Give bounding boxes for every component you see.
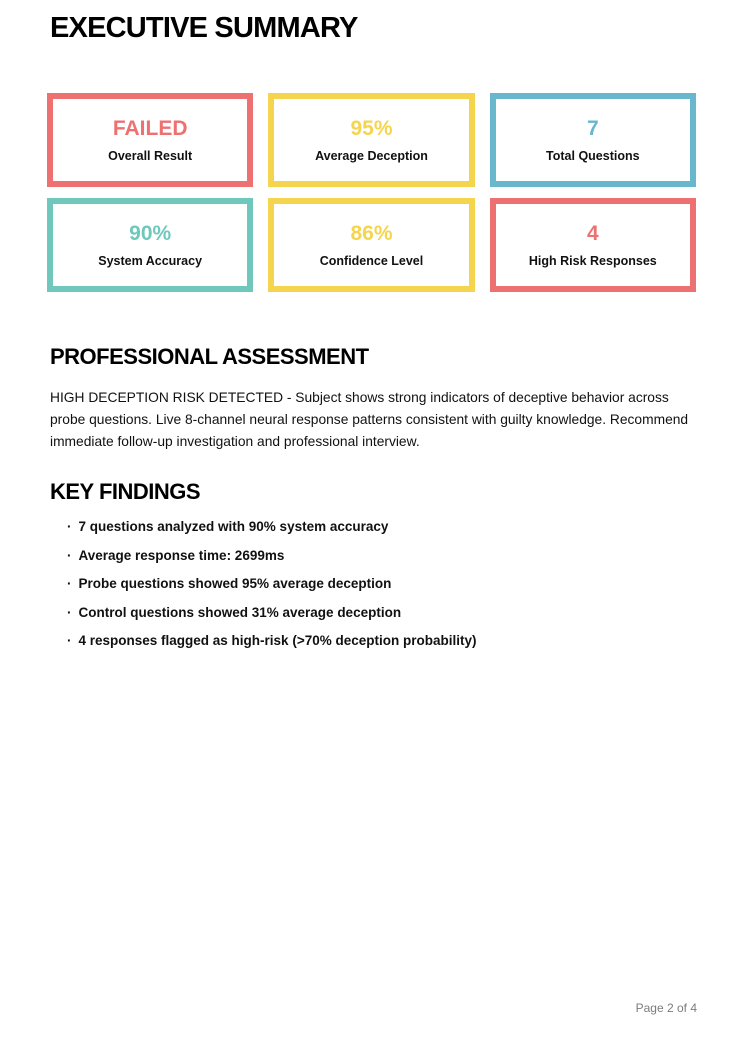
stat-card <box>490 93 696 187</box>
key-finding-item: · 4 responses flagged as high-risk (>70% deception probability) <box>67 627 700 656</box>
stat-card-value: 95% <box>350 116 393 140</box>
stat-card-label: Average Deception <box>315 148 428 163</box>
key-finding-item: · 7 questions analyzed with 90% system accuracy <box>67 513 700 542</box>
stat-card-value: 4 <box>586 221 599 245</box>
stat-card <box>47 198 253 292</box>
stat-card-value: 7 <box>586 116 599 140</box>
stat-card-value: FAILED <box>112 116 188 140</box>
page-title: EXECUTIVE SUMMARY <box>50 12 358 44</box>
key-findings-section <box>50 481 700 656</box>
stat-card <box>47 93 253 187</box>
stat-card-label: High Risk Responses <box>528 253 657 268</box>
key-finding-item: · Control questions showed 31% average deception <box>67 599 700 628</box>
stat-card-label: System Accuracy <box>98 253 203 268</box>
stat-card <box>268 198 474 292</box>
stat-card-label: Total Questions <box>546 148 640 163</box>
professional-assessment-section <box>50 346 700 453</box>
assessment-text-line: immediate follow-up investigation and professional interview. <box>50 434 420 449</box>
page-number: Page 2 of 4 <box>635 1001 697 1015</box>
stat-card-label: Overall Result <box>108 148 193 163</box>
stat-card-value: 90% <box>129 221 172 245</box>
stat-card <box>490 198 696 292</box>
professional-assessment-heading: PROFESSIONAL ASSESSMENT <box>50 344 369 369</box>
key-finding-item: · Average response time: 2699ms <box>67 542 700 571</box>
stat-cards-grid <box>47 93 696 292</box>
professional-assessment-body <box>50 387 700 453</box>
key-findings-list <box>50 513 700 656</box>
stat-card <box>268 93 474 187</box>
assessment-text-line: probe questions. Live 8-channel neural response patterns consistent with guilty knowledge. Recommend <box>50 412 689 427</box>
stat-card-value: 86% <box>350 221 393 245</box>
stat-card-label: Confidence Level <box>319 253 424 268</box>
key-finding-item: · Probe questions showed 95% average deception <box>67 570 700 599</box>
assessment-text-line: HIGH DECEPTION RISK DETECTED - Subject shows strong indicators of deceptive behavior across <box>50 390 669 405</box>
key-findings-heading: KEY FINDINGS <box>50 479 201 504</box>
